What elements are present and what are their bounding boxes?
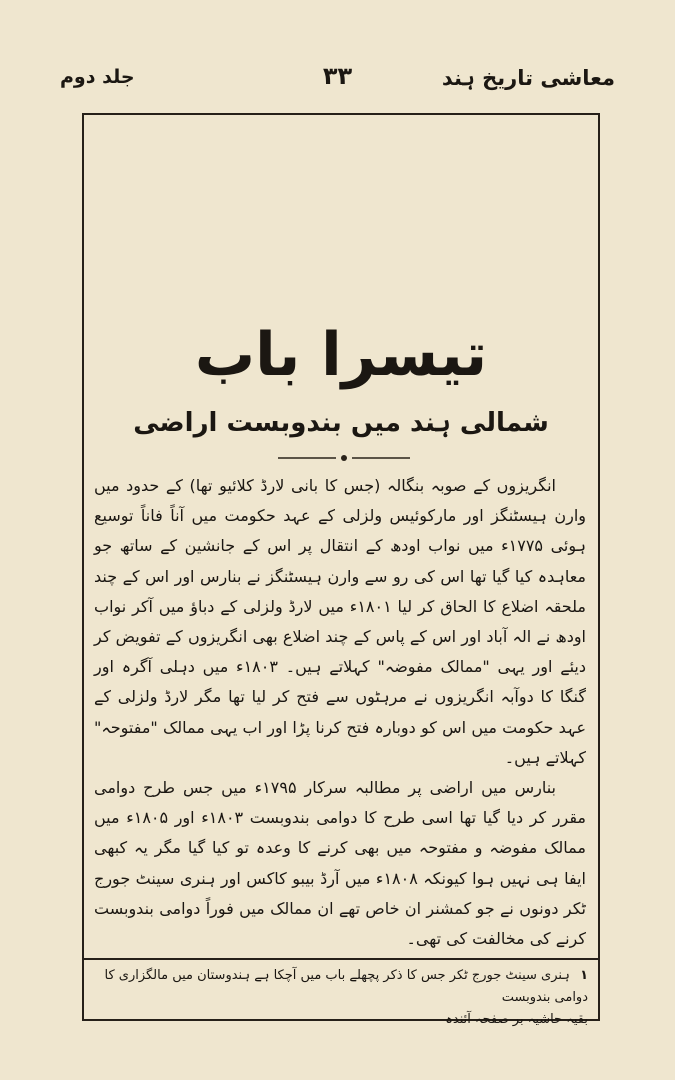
ornament-divider-icon bbox=[274, 453, 414, 463]
paragraph: بنارس میں اراضی پر مطالبہ سرکار ۱۷۹۵ء میں جس طرح دوامی مقرر کر دیا گیا تھا اسی طرح کا دوامی بندوبست ۱۸۰۳ء اور ۱۸۰۵ء میں ممالک مفوضہ و مفتوحہ میں بھی کرنے کا وعدہ تو کیا گیا مگر یہ کبھی ایفا ہی نہیں ہوا کیونکہ ۱۸۰۸ء میں آرڈ بیبو کاکس اور ہنری سینٹ جورج ٹکر دونوں نے جو کمشنر ان خاص تھے ان ممالک میں فوراً دوامی بندوبست کرنے کی مخالفت کی تھی۔ bbox=[94, 778, 587, 949]
book-title: معاشی تاریخ ہند bbox=[441, 66, 615, 90]
footnote-separator bbox=[84, 958, 598, 960]
footnote-text: ہنری سینٹ جورج ٹکر جس کا ذکر پچھلے باب میں آچکا ہے ہندوستان میں مالگزاری کا دوامی بندوبست bbox=[104, 968, 588, 1005]
chapter-subtitle: شمالی ہند میں بندوبست اراضی bbox=[133, 408, 549, 438]
chapter-title: تیسرا باب bbox=[194, 320, 488, 390]
footnote-marker: ۱ bbox=[580, 968, 588, 983]
volume-label: جلد دوم bbox=[60, 66, 135, 88]
footnote bbox=[94, 965, 588, 1031]
text-frame bbox=[82, 113, 600, 1027]
paragraph: انگریزوں کے صوبہ بنگالہ (جس کا بانی لارڈ کلائیو تھا) کے حدود میں وارن ہیسٹنگز اور مارکوئیس ولزلی کے عہد حکومت میں آناً فاناً توسیع ہوئی ۱۷۷۵ء میں نواب اودھ کے انتقال پر اس کے جانشین کے ساتھ جو معاہدہ کیا گیا تھا اس کی رو سے وارن ہیسٹنگز نے بنارس اور اس کے چند ملحقہ اضلاع کا الحاق کر لیا ۱۸۰۱ء میں لارڈ ولزلی کے دباؤ میں آکر نواب اودھ نے الہ آباد اور اس کے پاس کے چند اضلاع بھی انگریزوں کے تفویض کر دیئے اور یہی "ممالک مفوضہ" کہلاتے ہیں۔ ۱۸۰۳ء میں دہلی آگرہ اور گنگا کا دوآبہ انگریزوں نے مرہٹوں سے فتح کر لیا تھا مگر لارڈ ولزلی کے عہد حکومت میں اس کو دوبارہ فتح کرنا پڑا اور اب یہی ممالک "مفتوحہ" کہلاتے ہیں۔ bbox=[94, 476, 586, 767]
running-head bbox=[60, 62, 615, 102]
page-number: ۳۳ bbox=[322, 62, 353, 90]
chapter-body bbox=[94, 471, 586, 954]
footnote-continuation: بقیہ حاشیہ بر صفحہ آئندہ bbox=[445, 1012, 588, 1027]
